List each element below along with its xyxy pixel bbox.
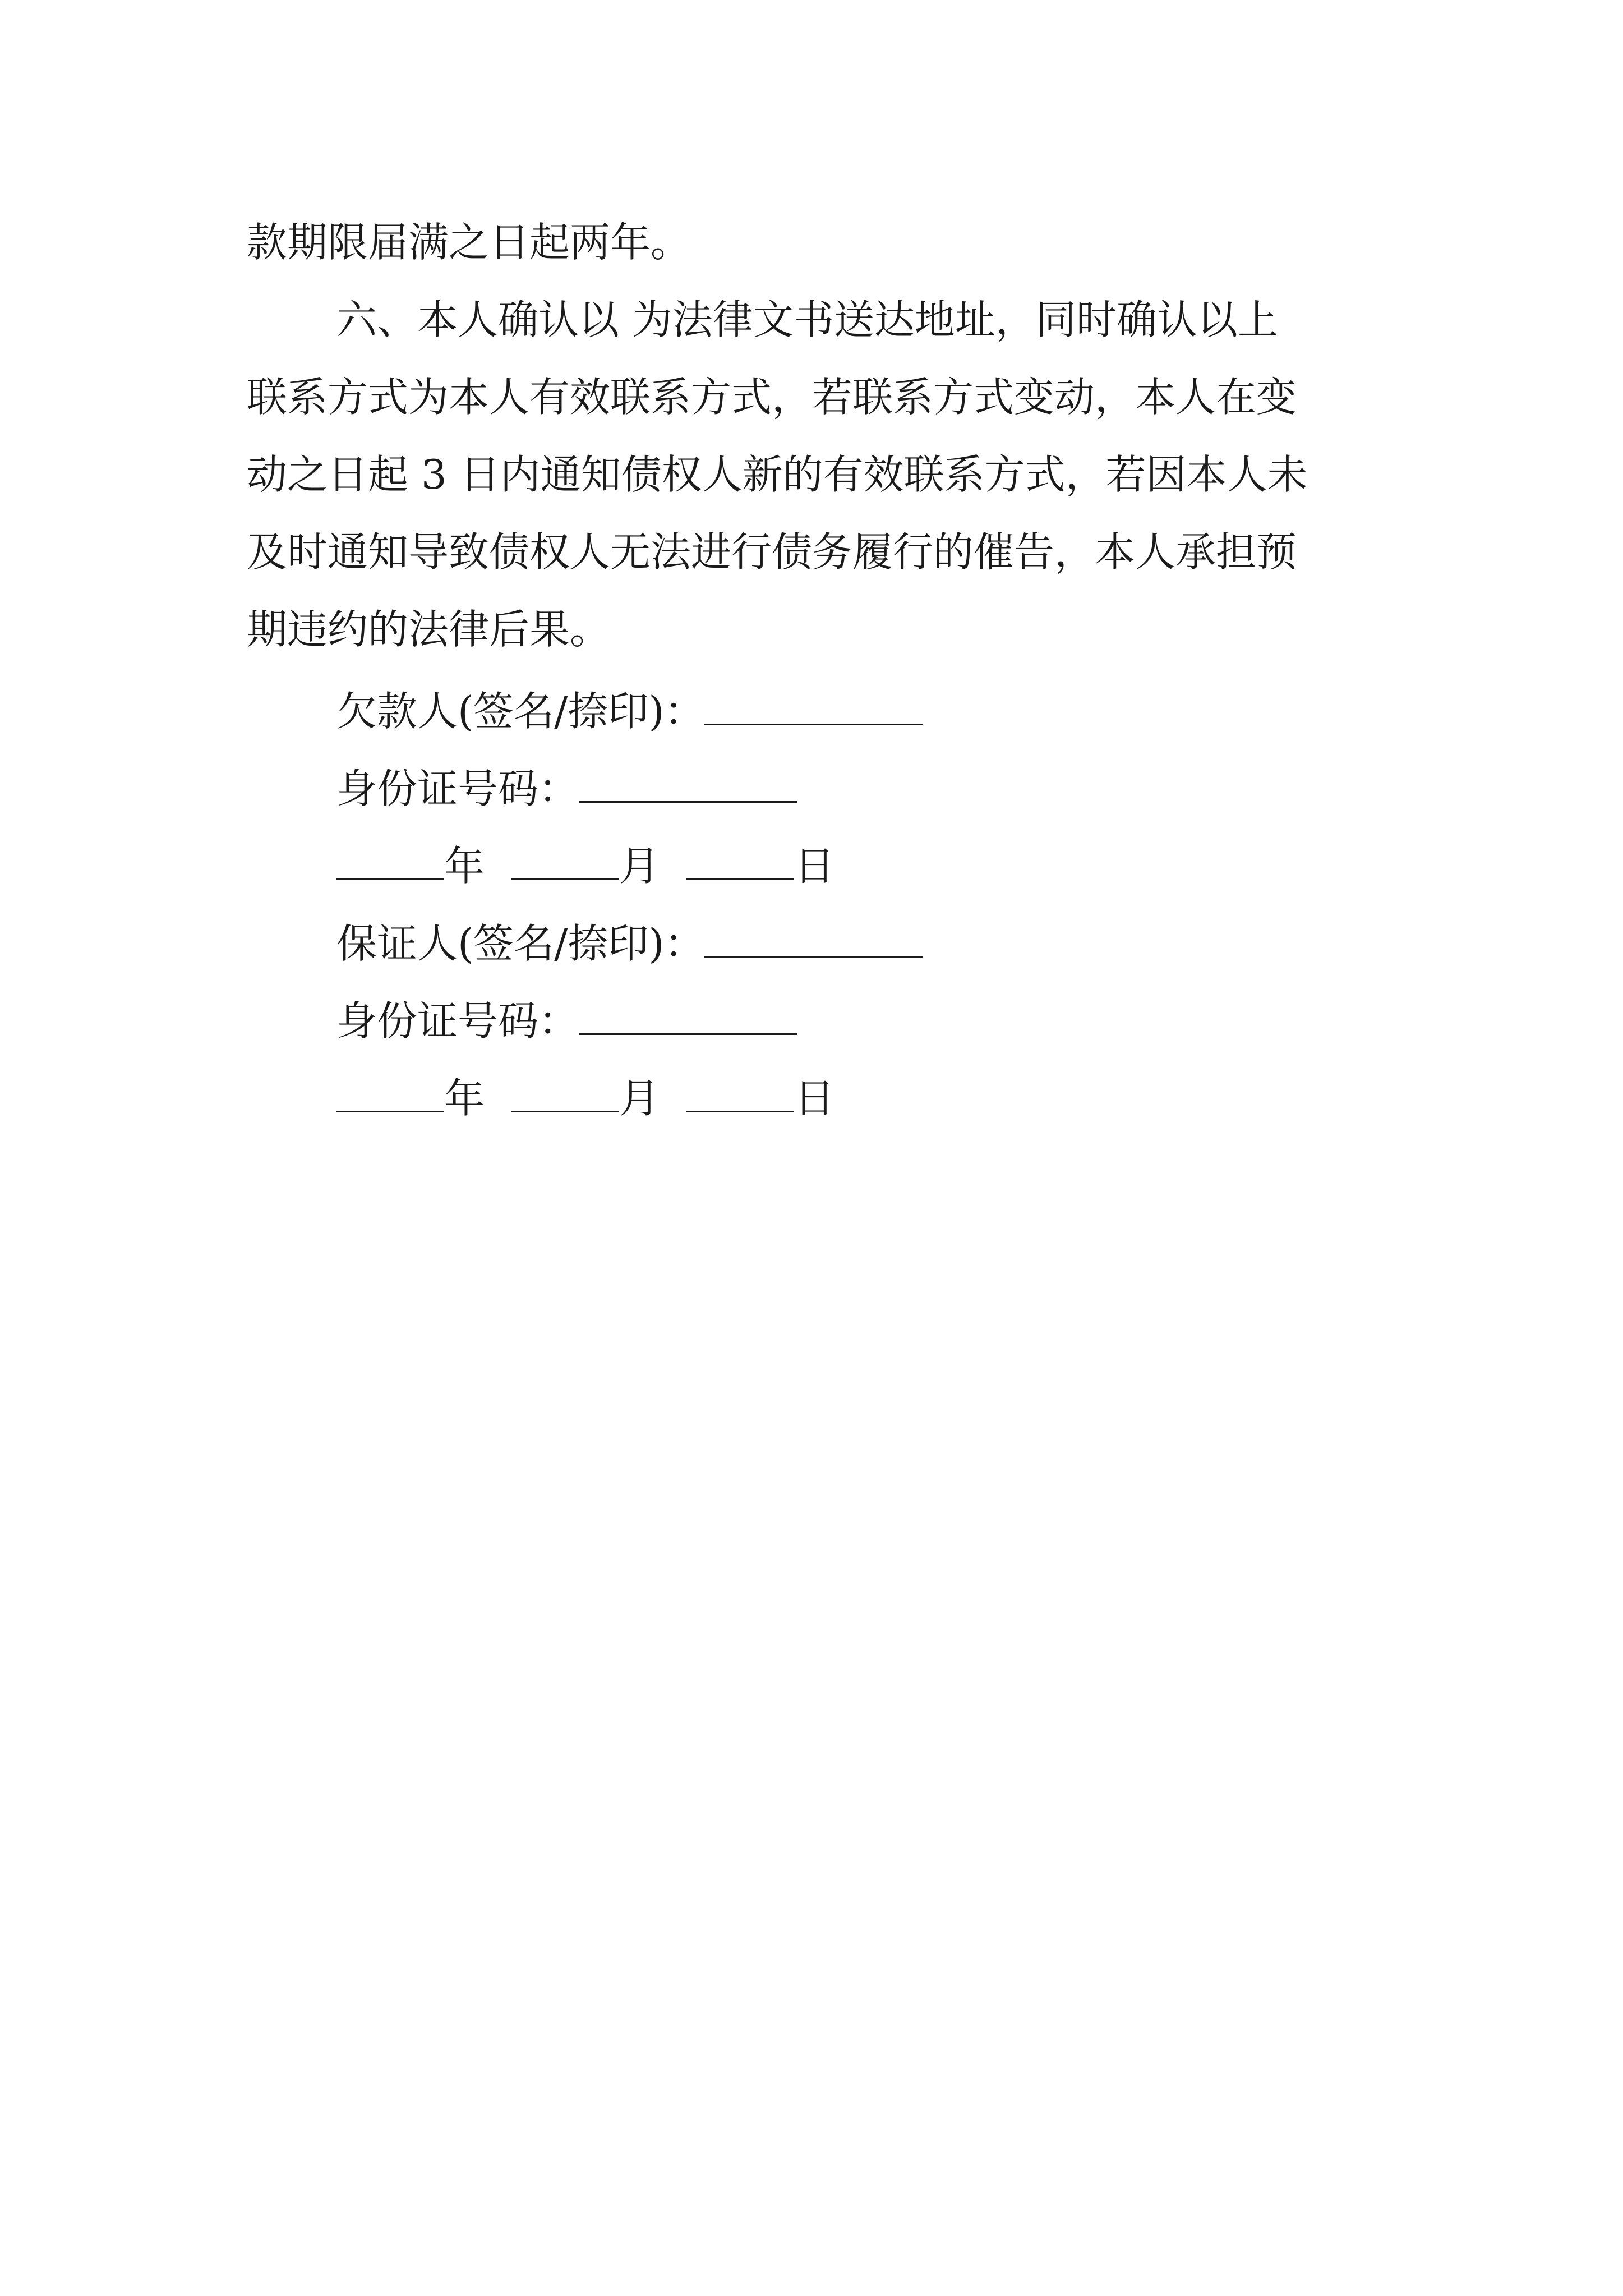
guarantor-id-row [336, 996, 797, 1045]
debtor-id-label: 身份证号码： [336, 765, 579, 812]
debtor-day-label: 日 [794, 843, 835, 890]
guarantor-signature-row [336, 919, 923, 967]
debtor-month-blank[interactable] [511, 841, 619, 880]
debtor-year-label: 年 [444, 843, 485, 890]
guarantor-id-label: 身份证号码： [336, 997, 579, 1045]
guarantor-year-label: 年 [444, 1075, 485, 1122]
guarantor-month-blank[interactable] [511, 1074, 619, 1112]
guarantor-month-label: 月 [619, 1075, 660, 1122]
debtor-signature-row [336, 687, 923, 735]
debtor-month-label: 月 [619, 843, 660, 890]
debtor-day-blank[interactable] [686, 841, 794, 880]
debtor-signature-blank[interactable] [704, 687, 923, 725]
body-line-4: 动之日起 3 日内通知债权人新的有效联系方式，若因本人未 [247, 451, 1308, 498]
debtor-id-blank[interactable] [579, 764, 797, 803]
debtor-date-row [336, 841, 835, 890]
guarantor-year-blank[interactable] [336, 1074, 444, 1112]
debtor-signature-label: 欠款人(签名/捺印)： [336, 688, 705, 735]
debtor-id-row [336, 764, 797, 812]
guarantor-day-blank[interactable] [686, 1074, 794, 1112]
body-line-1: 款期限届满之日起两年。 [247, 219, 691, 266]
body-line-3: 联系方式为本人有效联系方式，若联系方式变动，本人在变 [247, 374, 1297, 421]
guarantor-id-blank[interactable] [579, 996, 797, 1035]
guarantor-date-row [336, 1074, 835, 1122]
body-line-6: 期违约的法律后果。 [247, 606, 611, 653]
guarantor-signature-blank[interactable] [704, 919, 923, 958]
guarantor-signature-label: 保证人(签名/捺印)： [336, 920, 705, 967]
body-line-5: 及时通知导致债权人无法进行债务履行的催告，本人承担预 [247, 528, 1297, 576]
guarantor-day-label: 日 [794, 1075, 835, 1122]
body-line-2: 六、本人确认以 为法律文书送达地址，同时确认以上 [336, 296, 1278, 343]
debtor-year-blank[interactable] [336, 841, 444, 880]
